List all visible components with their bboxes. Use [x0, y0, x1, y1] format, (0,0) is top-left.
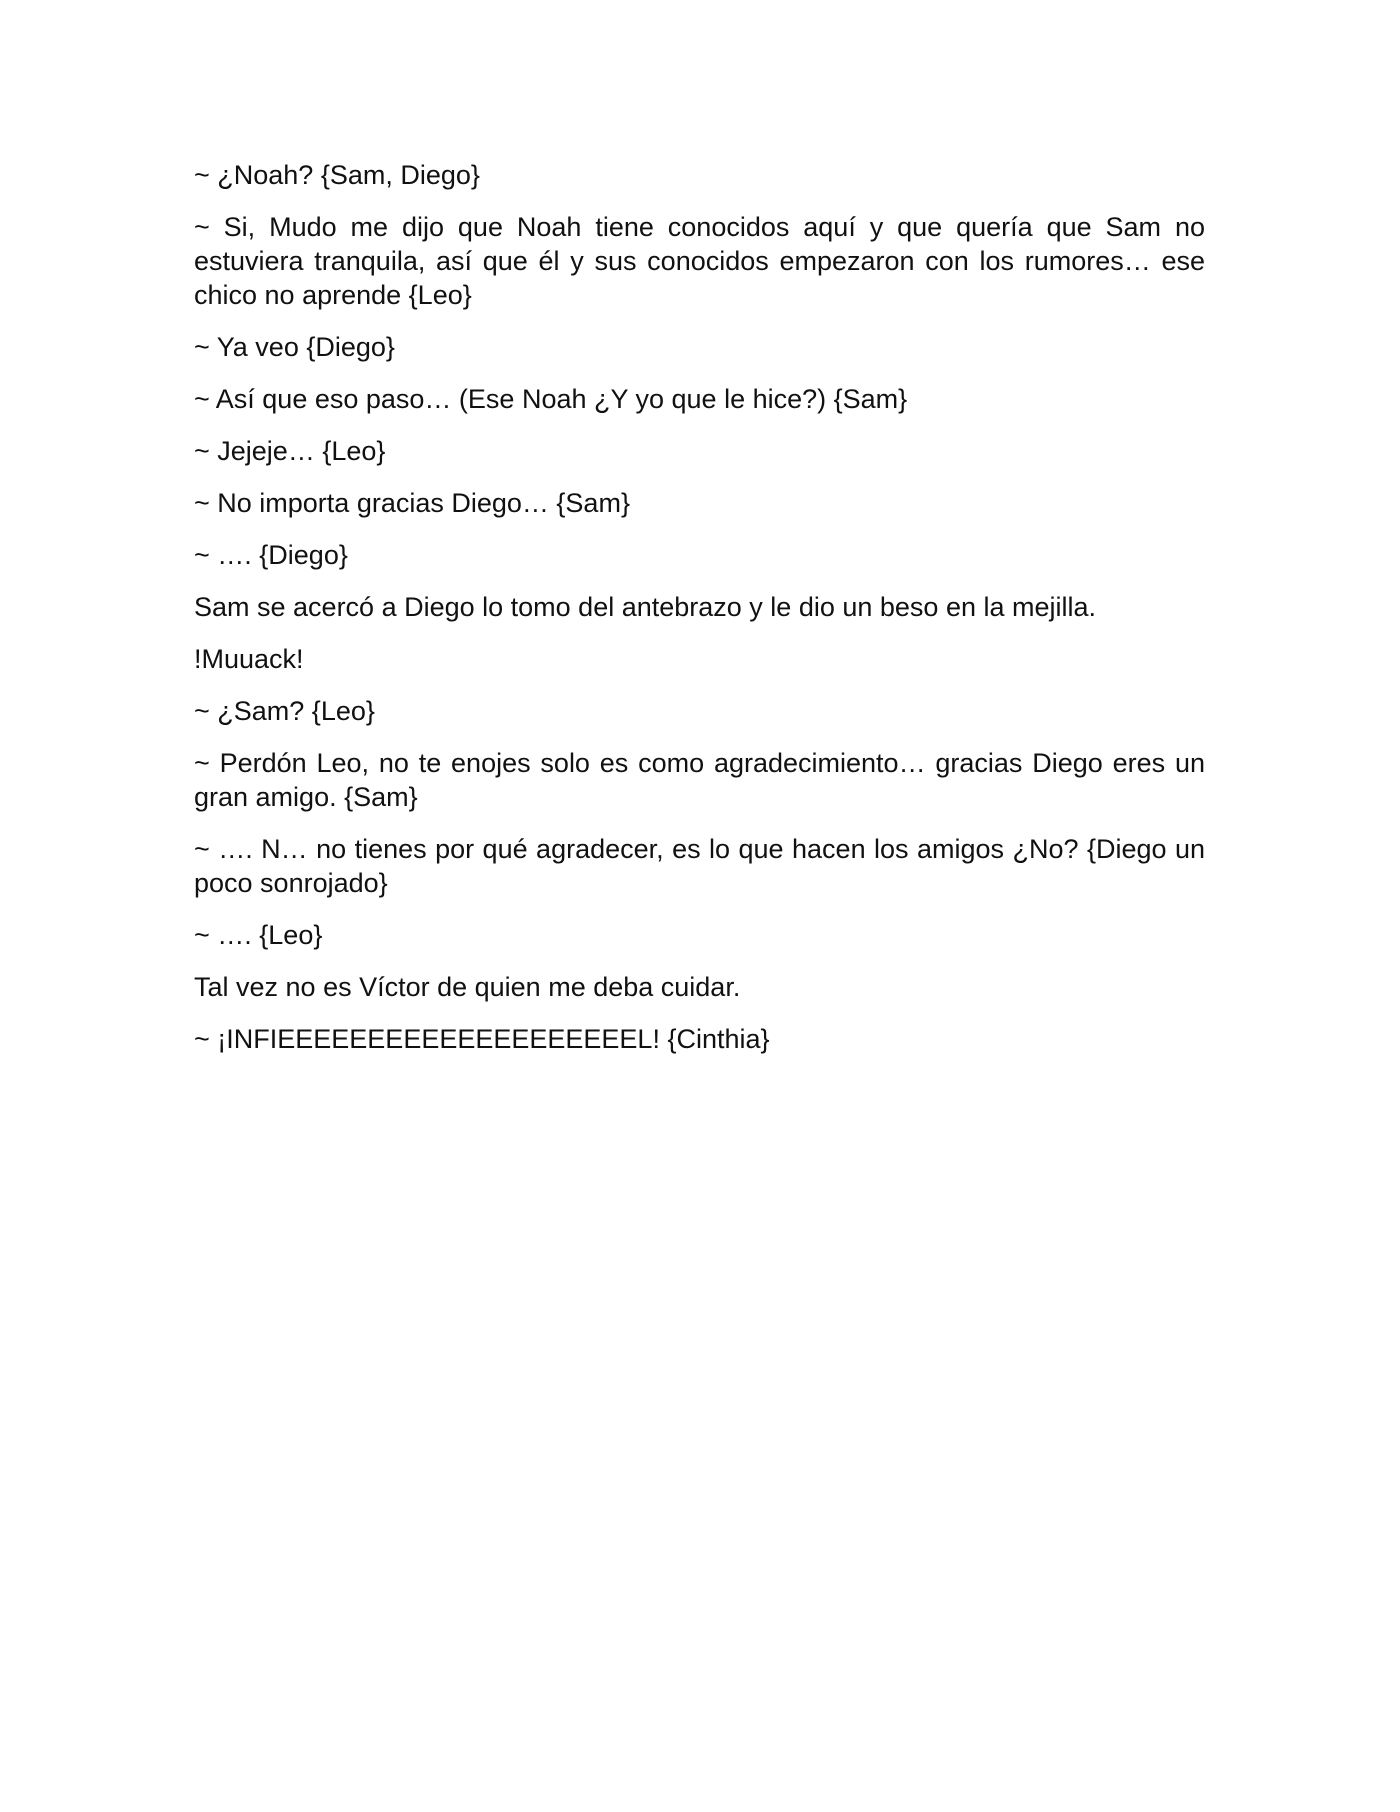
paragraph-4: ~ Así que eso paso… (Ese Noah ¿Y yo que le hice?) {Sam}	[194, 384, 908, 414]
paragraph-15: ~ ¡INFIEEEEEEEEEEEEEEEEEEEEL! {Cinthia}	[194, 1024, 770, 1054]
paragraph-6: ~ No importa gracias Diego… {Sam}	[194, 488, 630, 518]
paragraph-3: ~ Ya veo {Diego}	[194, 332, 395, 362]
paragraph-2: ~ Si, Mudo me dijo que Noah tiene conocidos aquí y que quería que Sam no estuviera tranquila, así que él y sus conocidos empezaron con los rumores… ese chico no aprende {Leo}	[194, 212, 1205, 310]
paragraph-10: ~ ¿Sam? {Leo}	[194, 696, 375, 726]
paragraph-13: ~ …. {Leo}	[194, 920, 323, 950]
paragraph-12: ~ …. N… no tienes por qué agradecer, es lo que hacen los amigos ¿No? {Diego un poco sonrojado}	[194, 834, 1205, 898]
paragraph-5: ~ Jejeje… {Leo}	[194, 436, 386, 466]
document-body	[194, 158, 1205, 1074]
paragraph-7: ~ …. {Diego}	[194, 540, 348, 570]
paragraph-11: ~ Perdón Leo, no te enojes solo es como agradecimiento… gracias Diego eres un gran amigo. {Sam}	[194, 748, 1205, 812]
paragraph-8: Sam se acercó a Diego lo tomo del antebrazo y le dio un beso en la mejilla.	[194, 592, 1097, 622]
paragraph-1: ~ ¿Noah? {Sam, Diego}	[194, 160, 480, 190]
paragraph-9: !Muuack!	[194, 644, 304, 674]
paragraph-14: Tal vez no es Víctor de quien me deba cuidar.	[194, 972, 741, 1002]
